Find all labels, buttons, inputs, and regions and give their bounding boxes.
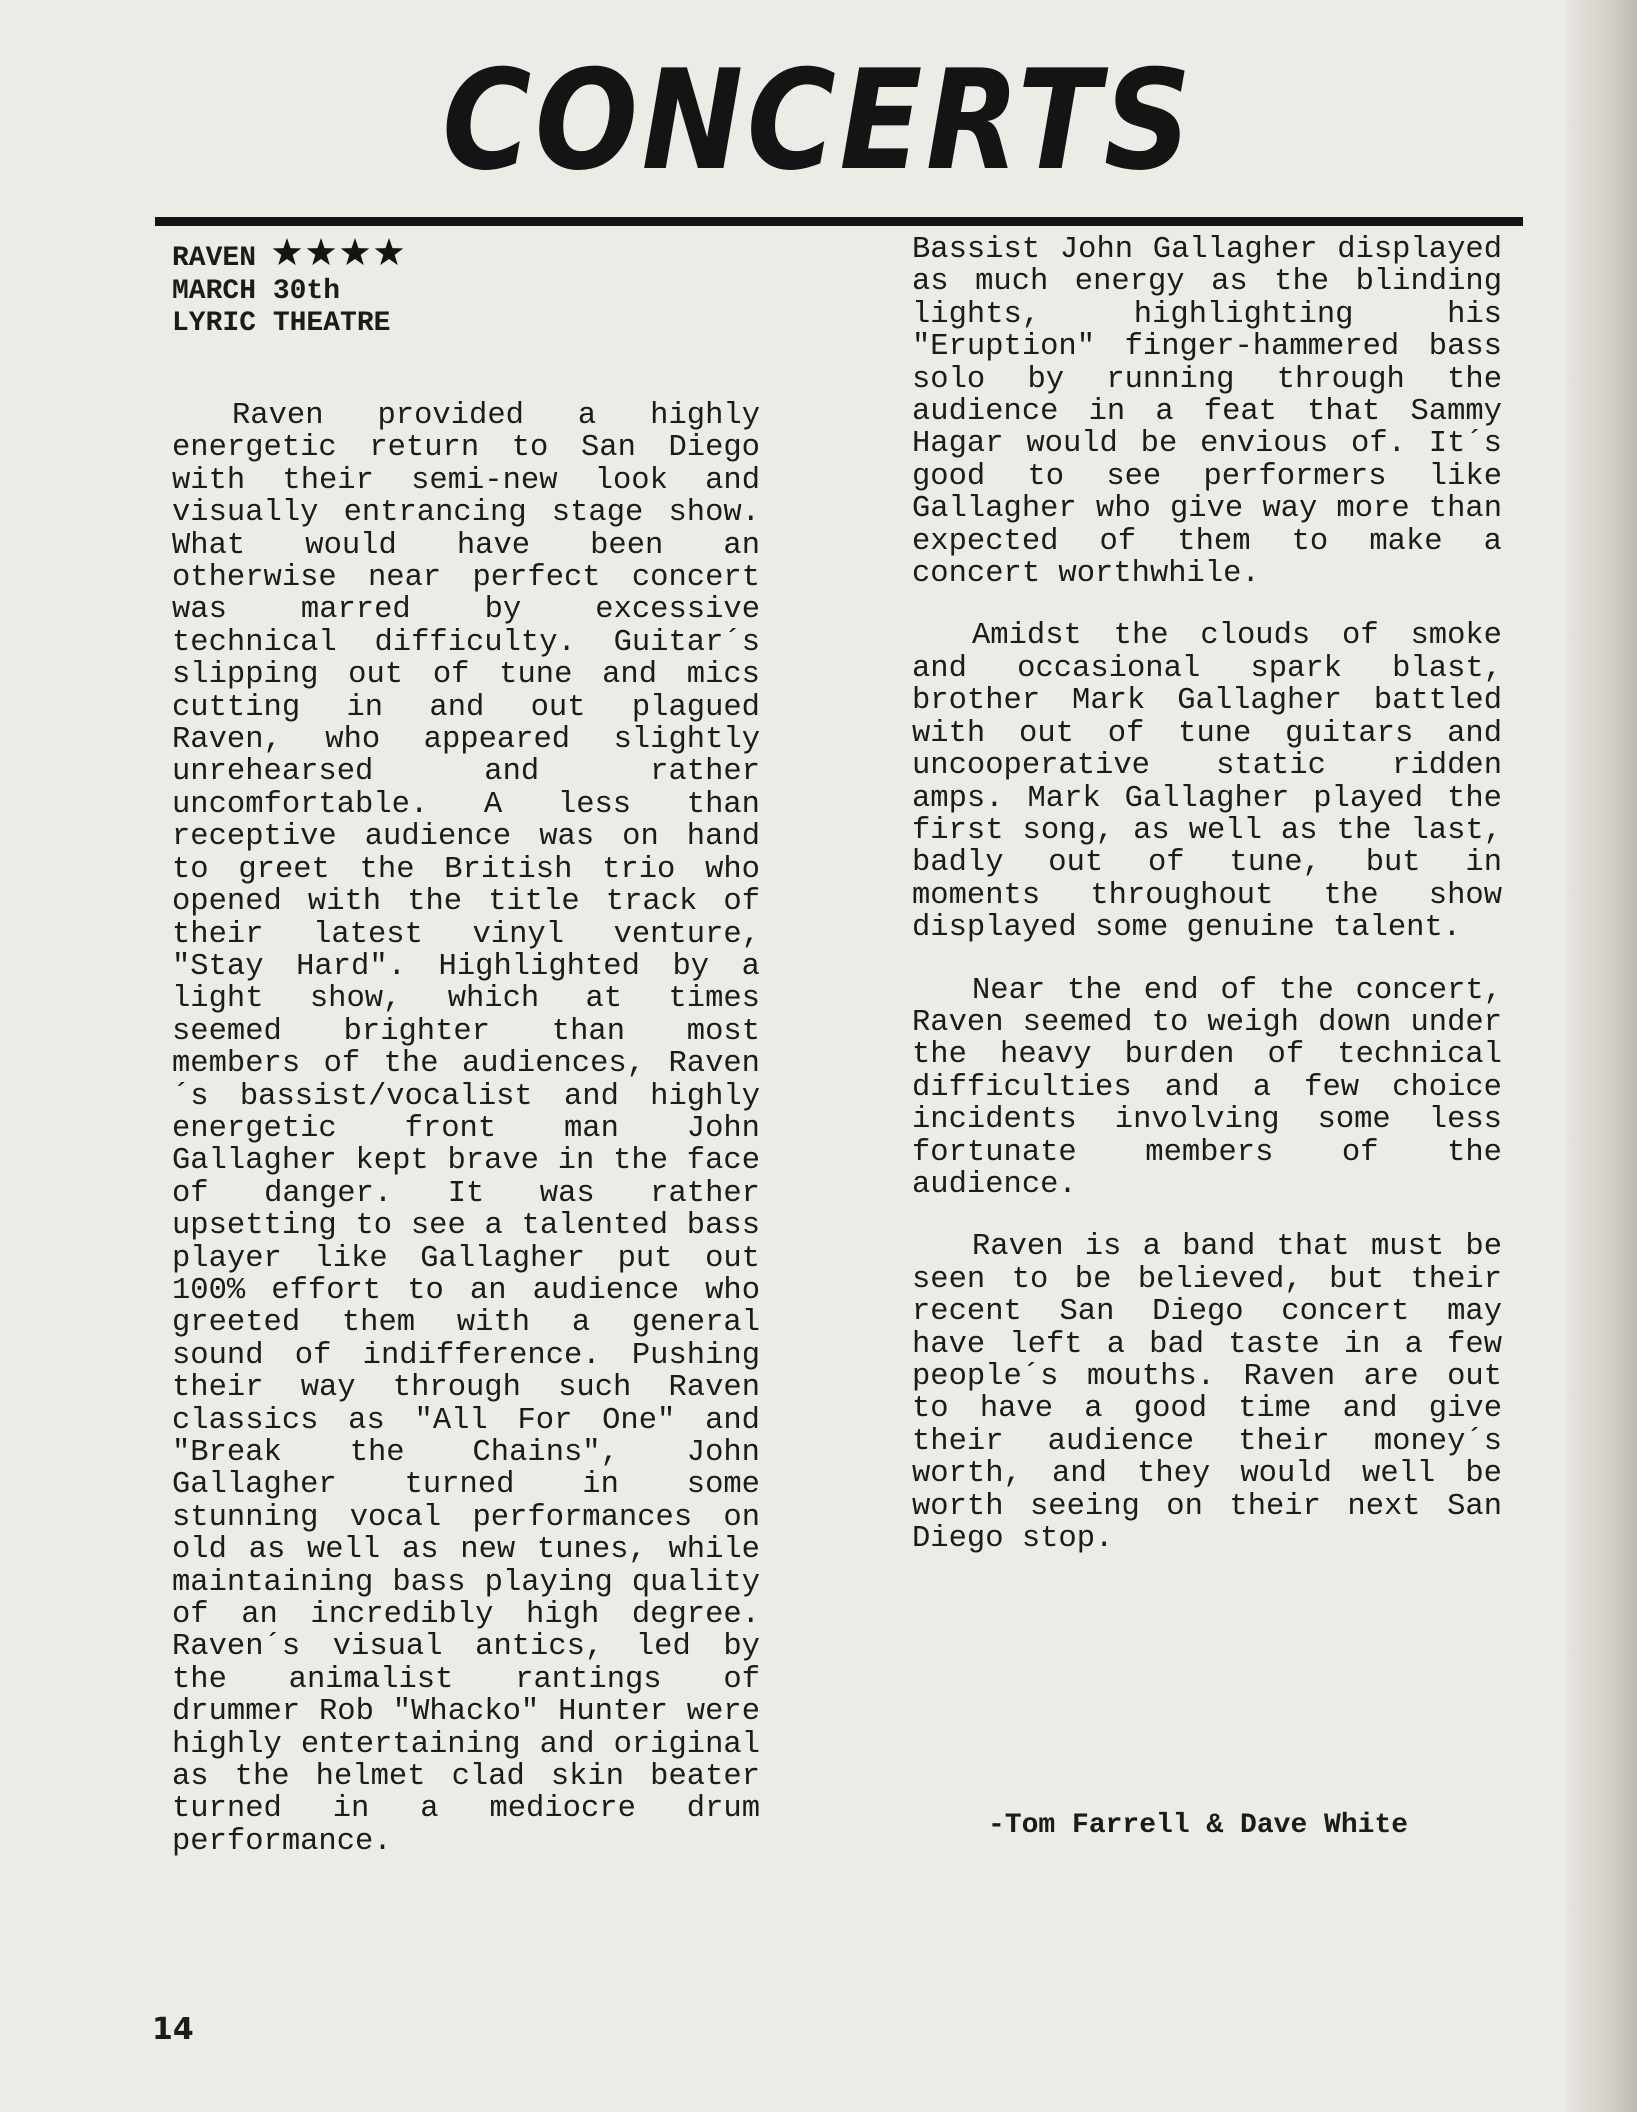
band-name: RAVEN — [172, 243, 257, 274]
concert-date: MARCH 30th — [172, 275, 341, 307]
paragraph: Bassist John Gallagher displayed as much energy as the blinding lights, highlighting his "Eruption" finger-hammered bass solo by running through the audience in a feat that Sammy Hagar would be envious of. It´s good to see performers like Gallagher who give way more than expected of them to make a concert worthwhile. — [912, 233, 1502, 592]
title-rule — [155, 217, 1523, 226]
band-line — [172, 238, 406, 276]
paragraph: Raven provided a highly energetic return to San Diego with their semi-new look and visually entrancing stage show. What would have been an otherwise near perfect concert was marred by excessive technical difficulty. Guitar´s slipping out of tune and mics cutting in and out plagued Raven, who appeared slightly unrehearsed and rather uncomfortable. A less than receptive audience was on hand to greet the British trio who opened with the title track of their latest vinyl venture, "Stay Hard". Highlighted by a light show, which at times seemed brighter than most members of the audiences, Raven´s bassist/vocalist and highly energetic front man John Gallagher kept brave in the face of danger. It was rather upsetting to see a talented bass player like Gallagher put out 100% effort to an audience who greeted them with a general sound of indifference. Pushing their way through such Raven classics as "All For One" and "Break the Chains", John Gallagher turned in some stunning vocal performances on old as well as new tunes, while maintaining bass playing quality of an incredibly high degree. Raven´s visual antics, led by the animalist rantings of drummer Rob "Whacko" Hunter were highly entertaining and original as the helmet clad skin beater turned in a mediocre drum performance. — [172, 399, 760, 1859]
star-icon — [341, 238, 370, 265]
star-icon — [307, 238, 336, 265]
paragraph: Near the end of the concert, Raven seemed to weigh down under the heavy burden of technical difficulties and a few choice incidents involving some less fortunate members of the audience. — [912, 973, 1502, 1202]
star-icon — [273, 238, 302, 265]
byline: -Tom Farrell & Dave White — [988, 1810, 1409, 1841]
section-title: CONCERTS — [442, 40, 1195, 201]
rating-stars-icon — [270, 238, 406, 268]
concert-venue: LYRIC THEATRE — [172, 308, 391, 339]
paragraph: Raven is a band that must be seen to be believed, but their recent San Diego concert may have left a bad taste in a few people´s mouths. Raven are out to have a good time and give their audience their money´s worth, and they would well be worth seeing on their next San Diego stop. — [912, 1230, 1502, 1557]
paragraph: Amidst the clouds of smoke and occasional spark blast, brother Mark Gallagher battled with out of tune guitars and uncooperative static ridden amps. Mark Gallagher played the first song, as well as the last, badly out of tune, but in moments throughout the show displayed some genuine talent. — [912, 619, 1502, 946]
left-column — [172, 400, 760, 1858]
review-header — [172, 238, 406, 341]
page-number: 14 — [152, 2012, 194, 2047]
right-column — [912, 234, 1502, 1555]
page-edge-shadow — [1567, 0, 1637, 2112]
star-icon — [375, 238, 404, 265]
